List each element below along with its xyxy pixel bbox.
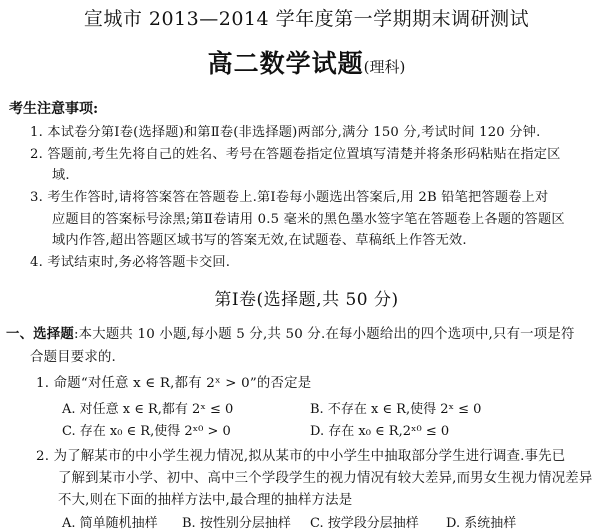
question-2-stem-line-2: 了解到某市小学、初中、高中三个学段学生的视力情况有较大差异,而男女生视力情况差异: [58, 471, 593, 486]
question-1-option-d: D. 存在 x₀ ∈ R,2ˣ⁰ ≤ 0: [310, 424, 450, 439]
note-line-3: 3. 考生作答时,请将答案答在答题卷上.第Ⅰ卷每小题选出答案后,用 2B 铅笔把答题卷上对: [30, 190, 549, 205]
school-title: 宣城市 2013—2014 学年度第一学期期末调研测试: [83, 8, 530, 30]
question-1-option-c: C. 存在 x₀ ∈ R,使得 2ˣ⁰ > 0: [62, 424, 231, 439]
exam-title-row: [0, 44, 613, 80]
question-2-option-a: A. 简单随机抽样: [62, 516, 158, 531]
part-one-intro: [6, 323, 575, 342]
question-2-stem-line-1: 2. 为了解某市的中小学生视力情况,拟从某市的中小学生中抽取部分学生进行调查.事先已: [36, 449, 566, 464]
question-2-option-d: D. 系统抽样: [446, 516, 517, 531]
note-line-3-cont2: 域内作答,超出答题区域书写的答案无效,在试题卷、草稿纸上作答无效.: [52, 233, 467, 248]
part-one-label: 一、选择题: [6, 326, 74, 342]
question-1-option-b: B. 不存在 x ∈ R,使得 2ˣ ≤ 0: [310, 402, 482, 417]
question-2-stem-line-3: 不大,则在下面的抽样方法中,最合理的抽样方法是: [58, 493, 353, 508]
exam-subtitle: (理科): [363, 58, 406, 76]
part-one-intro-text: :本大题共 10 小题,每小题 5 分,共 50 分.在每小题给出的四个选项中,只有一项是符: [73, 327, 575, 342]
question-2-option-c: C. 按学段分层抽样: [310, 516, 419, 531]
part-one-intro-cont: 合题目要求的.: [30, 350, 116, 365]
note-line-4: 4. 考试结束时,务必将答题卡交回.: [30, 255, 231, 270]
note-line-2: 2. 答题前,考生先将自己的姓名、考号在答题卷指定位置填写清楚并将条形码粘贴在指定区: [30, 147, 561, 162]
exam-title: 高二数学试题: [207, 49, 364, 78]
question-2-option-b: B. 按性别分层抽样: [182, 516, 291, 531]
question-1-stem: 1. 命题“对任意 x ∈ R,都有 2ˣ > 0”的否定是: [36, 376, 312, 391]
note-line-2-cont: 域.: [52, 168, 70, 183]
notes-heading: 考生注意事项:: [9, 101, 99, 117]
section-title: 第Ⅰ卷(选择题,共 50 分): [214, 290, 399, 310]
question-1-option-a: A. 对任意 x ∈ R,都有 2ˣ ≤ 0: [62, 402, 234, 417]
note-line-1: 1. 本试卷分第Ⅰ卷(选择题)和第Ⅱ卷(非选择题)两部分,满分 150 分,考试时间 120 分钟.: [30, 125, 541, 140]
note-line-3-cont1: 应题目的答案标号涂黑;第Ⅱ卷请用 0.5 毫米的黑色墨水签字笔在答题卷上各题的答题区: [52, 212, 565, 227]
